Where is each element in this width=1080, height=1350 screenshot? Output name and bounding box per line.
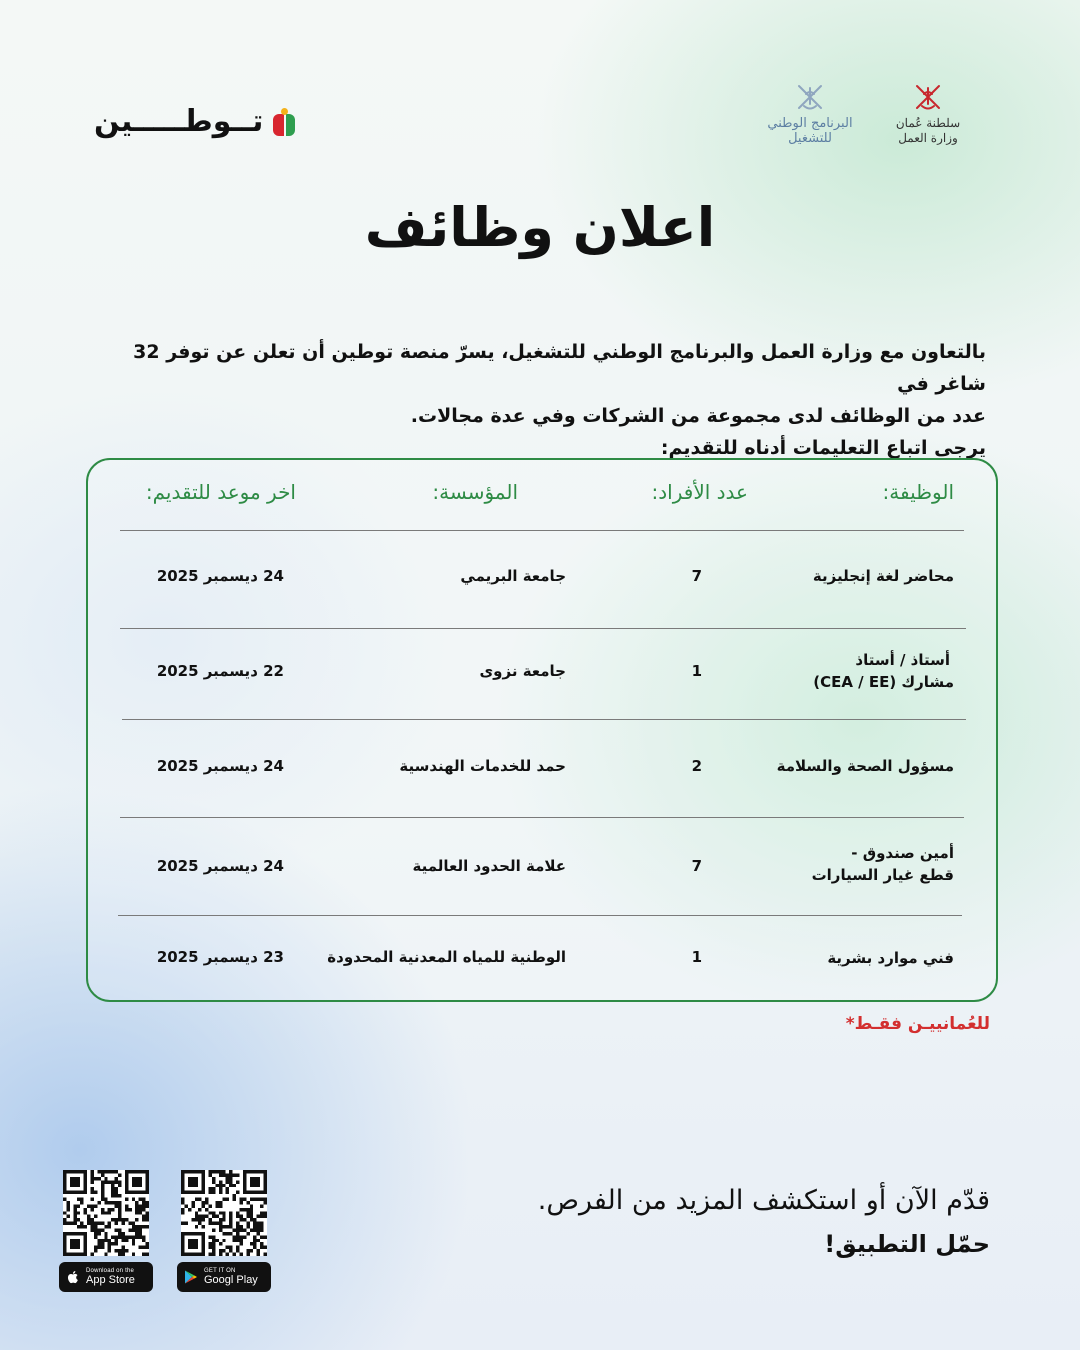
row-3-job: مسؤول الصحة والسلامة	[776, 757, 954, 775]
divider	[120, 628, 966, 629]
tawteen-mark-icon	[273, 108, 295, 136]
app-store-label: App Store	[86, 1274, 135, 1286]
google-play-icon	[183, 1269, 199, 1285]
khanjar-emblem-icon	[793, 82, 827, 112]
mol-line-1: سلطنة عُمان	[895, 116, 961, 130]
tawteen-logo	[94, 104, 295, 139]
intro-line-2: عدد من الوظائف لدى مجموعة من الشركات وفي عدة مجالات.	[410, 405, 986, 427]
jobs-table	[86, 458, 998, 1002]
government-logos	[762, 82, 976, 146]
row-1-deadline: 24 ديسمبر 2025	[156, 567, 284, 585]
row-4-org: علامة الحدود العالمية	[412, 857, 566, 875]
ministry-of-labour-logo	[880, 82, 976, 146]
row-5-job: فني موارد بشرية	[827, 949, 954, 967]
khanjar-emblem-icon	[911, 82, 945, 112]
row-5-deadline: 23 ديسمبر 2025	[156, 948, 284, 966]
row-3-deadline: 24 ديسمبر 2025	[156, 757, 284, 775]
app-store-small-label: Download on the	[86, 1268, 135, 1274]
header-deadline: اخر موعد للتقديم:	[145, 480, 296, 504]
row-1-count: 7	[691, 567, 702, 585]
intro-line-3: يرجى اتباع التعليمات أدناه للتقديم:	[660, 437, 986, 459]
google-play-badge[interactable]	[177, 1262, 271, 1292]
row-2-job: أستاذ / أستاذ مشارك (CEA / EE)	[813, 651, 954, 691]
google-play-small-label: GET IT ON	[204, 1268, 236, 1274]
row-1-org: جامعة البريمي	[460, 567, 566, 585]
national-employment-program-logo	[762, 82, 858, 146]
cta-line-2: حمّل التطبيق!	[824, 1230, 990, 1258]
row-5-count: 1	[691, 948, 702, 966]
divider	[120, 530, 964, 531]
intro-text	[106, 336, 986, 464]
row-2-count: 1	[691, 662, 702, 680]
row-5-org: الوطنية للمياه المعدنية المحدودة	[327, 948, 566, 966]
nep-line-1: البرنامج الوطني	[767, 116, 853, 131]
apple-icon	[65, 1269, 81, 1285]
nep-line-2: للتشغيل	[788, 131, 832, 146]
row-4-deadline: 24 ديسمبر 2025	[156, 857, 284, 875]
intro-line-1: بالتعاون مع وزارة العمل والبرنامج الوطني للتشغيل، يسرّ منصة توطين أن تعلن عن توفر 32 شاغر في	[133, 341, 986, 395]
row-1-job: محاضر لغة إنجليزية	[812, 567, 954, 585]
brand-name: تــوطـــــين	[94, 104, 264, 139]
row-2-org: جامعة نزوى	[479, 662, 566, 680]
header-job: الوظيفة:	[882, 480, 954, 504]
table-header	[88, 480, 996, 520]
row-3-org: حمد للخدمات الهندسية	[399, 757, 566, 775]
app-store-download[interactable]	[58, 1170, 154, 1292]
google-play-download[interactable]	[176, 1170, 272, 1292]
divider	[120, 817, 964, 818]
cta-line-1: قدّم الآن أو استكشف المزيد من الفرص.	[537, 1185, 990, 1216]
divider	[118, 915, 962, 916]
omanis-only-note: للعُمانييـن فقـط*	[845, 1014, 990, 1034]
call-to-action	[538, 1180, 990, 1264]
row-2-deadline: 22 ديسمبر 2025	[156, 662, 284, 680]
google-play-label: Googl Play	[204, 1274, 258, 1286]
google-play-qr-code[interactable]	[181, 1170, 267, 1256]
header-count: عدد الأفراد:	[651, 480, 748, 504]
app-store-qr-code[interactable]	[63, 1170, 149, 1256]
mol-line-2: وزارة العمل	[898, 131, 958, 145]
row-3-count: 2	[691, 757, 702, 775]
header-org: المؤسسة:	[432, 480, 518, 504]
page-title: اعلان وظائف	[364, 196, 716, 259]
divider	[122, 719, 966, 720]
app-store-badge[interactable]	[59, 1262, 153, 1292]
row-4-count: 7	[691, 857, 702, 875]
row-4-job: أمين صندوق - قطع غيار السيارات	[811, 844, 954, 884]
